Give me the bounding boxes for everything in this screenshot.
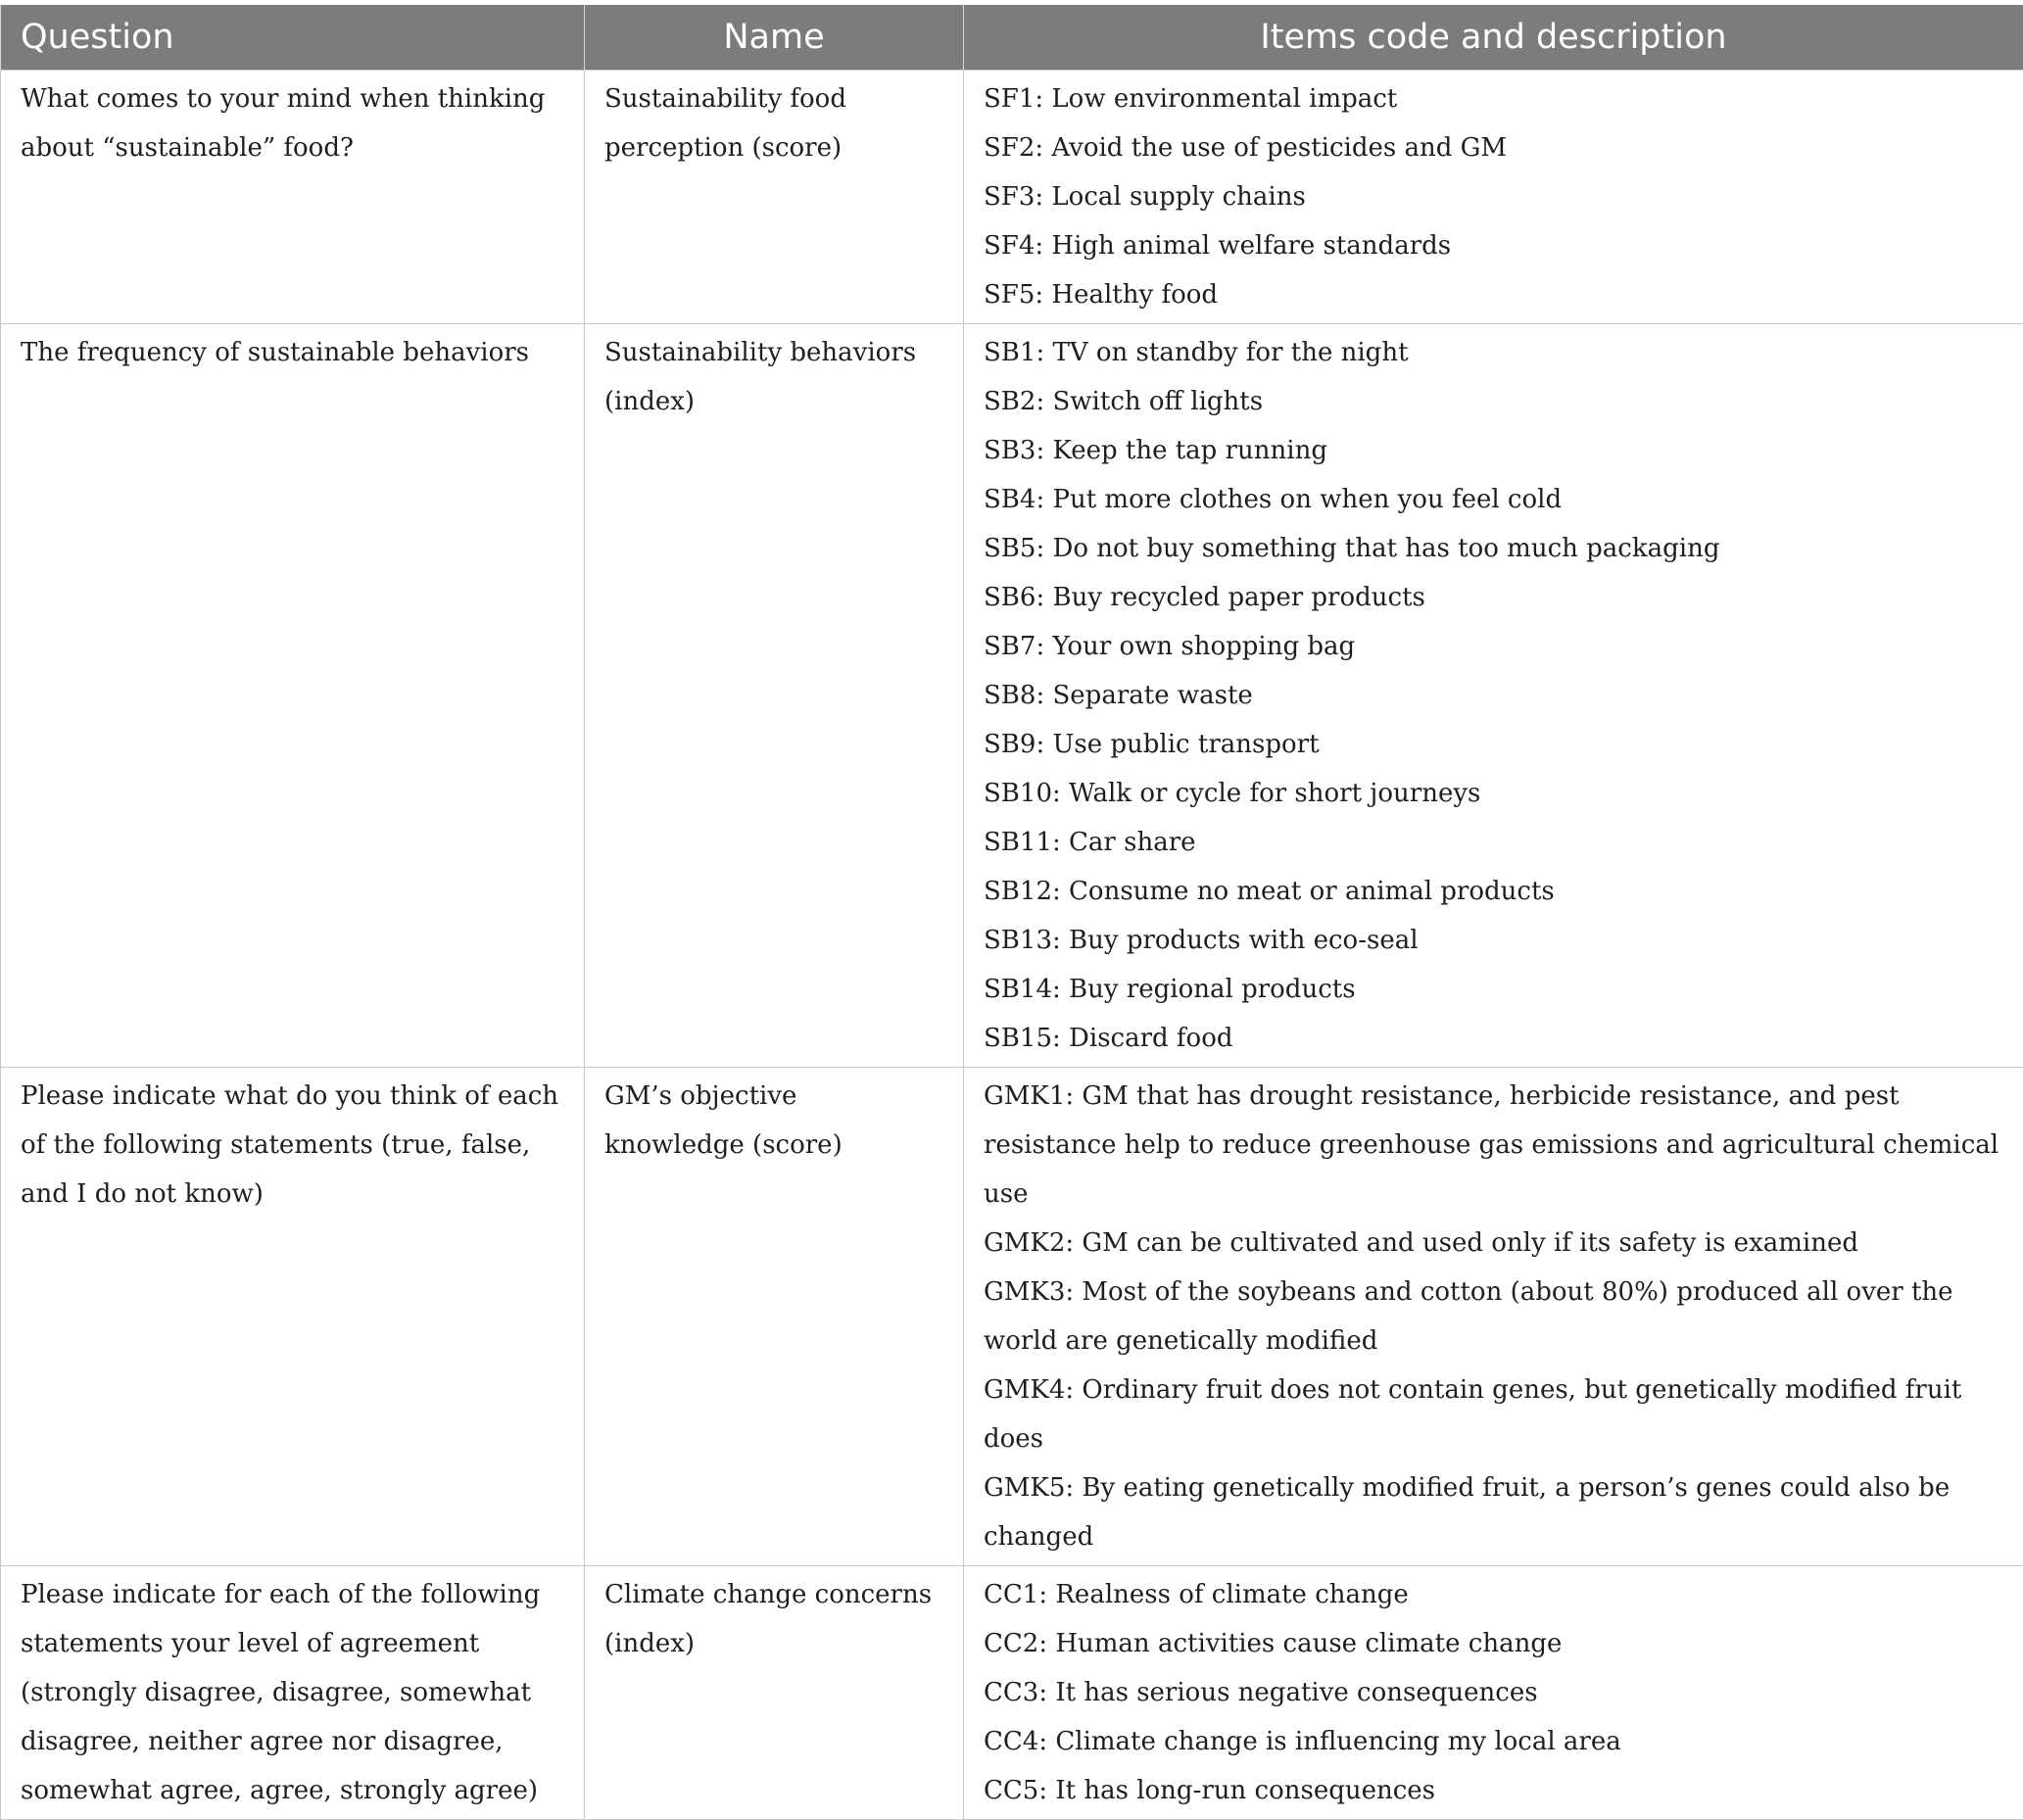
item-description: CC2: Human activities cause climate change xyxy=(984,1619,2013,1668)
table-row xyxy=(1,324,2023,1068)
question-cell: The frequency of sustainable behaviors xyxy=(1,324,585,1068)
item-description: SB12: Consume no meat or animal products xyxy=(984,867,2013,916)
item-description: CC1: Realness of climate change xyxy=(984,1570,2013,1619)
item-description: SB13: Buy products with eco-seal xyxy=(984,916,2013,965)
items-cell xyxy=(964,1566,2023,1820)
column-header-question: Question xyxy=(1,5,585,71)
item-description: GMK2: GM can be cultivated and used only if its safety is examined xyxy=(984,1219,2013,1268)
item-description: SB14: Buy regional products xyxy=(984,965,2013,1014)
question-cell: Please indicate what do you think of each of the following statements (true, false, and I do not know) xyxy=(1,1068,585,1566)
item-description: SB4: Put more clothes on when you feel cold xyxy=(984,475,2013,524)
name-cell: GM’s objective knowledge (score) xyxy=(585,1068,964,1566)
items-cell xyxy=(964,71,2023,324)
name-cell: Sustainability food perception (score) xyxy=(585,71,964,324)
item-description: SF3: Local supply chains xyxy=(984,172,2013,221)
item-description: SB11: Car share xyxy=(984,818,2013,867)
item-description: SB5: Do not buy something that has too much packaging xyxy=(984,524,2013,573)
item-description: CC4: Climate change is influencing my local area xyxy=(984,1717,2013,1766)
item-description: SB10: Walk or cycle for short journeys xyxy=(984,769,2013,818)
item-description: GMK5: By eating genetically modified fruit, a person’s genes could also be changed xyxy=(984,1463,2013,1561)
item-description: SB1: TV on standby for the night xyxy=(984,328,2013,377)
item-description: SF4: High animal welfare standards xyxy=(984,221,2013,270)
name-cell: Sustainability behaviors (index) xyxy=(585,324,964,1068)
table-row xyxy=(1,1068,2023,1566)
item-description: SB6: Buy recycled paper products xyxy=(984,573,2013,622)
item-description: CC3: It has serious negative consequences xyxy=(984,1668,2013,1717)
item-description: SF2: Avoid the use of pesticides and GM xyxy=(984,123,2013,172)
question-cell: What comes to your mind when thinking about “sustainable” food? xyxy=(1,71,585,324)
table-body xyxy=(1,71,2023,1820)
item-description: CC5: It has long-run consequences xyxy=(984,1766,2013,1815)
column-header-name: Name xyxy=(585,5,964,71)
item-description: SB9: Use public transport xyxy=(984,720,2013,769)
survey-items-table xyxy=(0,5,2023,1820)
items-cell xyxy=(964,1068,2023,1566)
name-cell: Climate change concerns (index) xyxy=(585,1566,964,1820)
table-header xyxy=(1,5,2023,71)
header-row xyxy=(1,5,2023,71)
column-header-items: Items code and description xyxy=(964,5,2023,71)
question-cell: Please indicate for each of the following statements your level of agreement (strongly disagree, disagree, somewhat disagree, neither agree nor disagree, somewhat agree, agree, strongly agree) xyxy=(1,1566,585,1820)
item-description: SF5: Healthy food xyxy=(984,270,2013,319)
item-description: SB8: Separate waste xyxy=(984,671,2013,720)
items-cell xyxy=(964,324,2023,1068)
table-row xyxy=(1,1566,2023,1820)
item-description: SB15: Discard food xyxy=(984,1014,2013,1063)
item-description: SF1: Low environmental impact xyxy=(984,74,2013,123)
item-description: SB3: Keep the tap running xyxy=(984,426,2013,475)
item-description: GMK1: GM that has drought resistance, herbicide resistance, and pest resistance help to reduce greenhouse gas emissions and agricultural chemical use xyxy=(984,1072,2013,1219)
item-description: SB7: Your own shopping bag xyxy=(984,622,2013,671)
item-description: SB2: Switch off lights xyxy=(984,377,2013,426)
item-description: GMK4: Ordinary fruit does not contain genes, but genetically modified fruit does xyxy=(984,1365,2013,1463)
table-row xyxy=(1,71,2023,324)
item-description: GMK3: Most of the soybeans and cotton (about 80%) produced all over the world are genetically modified xyxy=(984,1268,2013,1365)
